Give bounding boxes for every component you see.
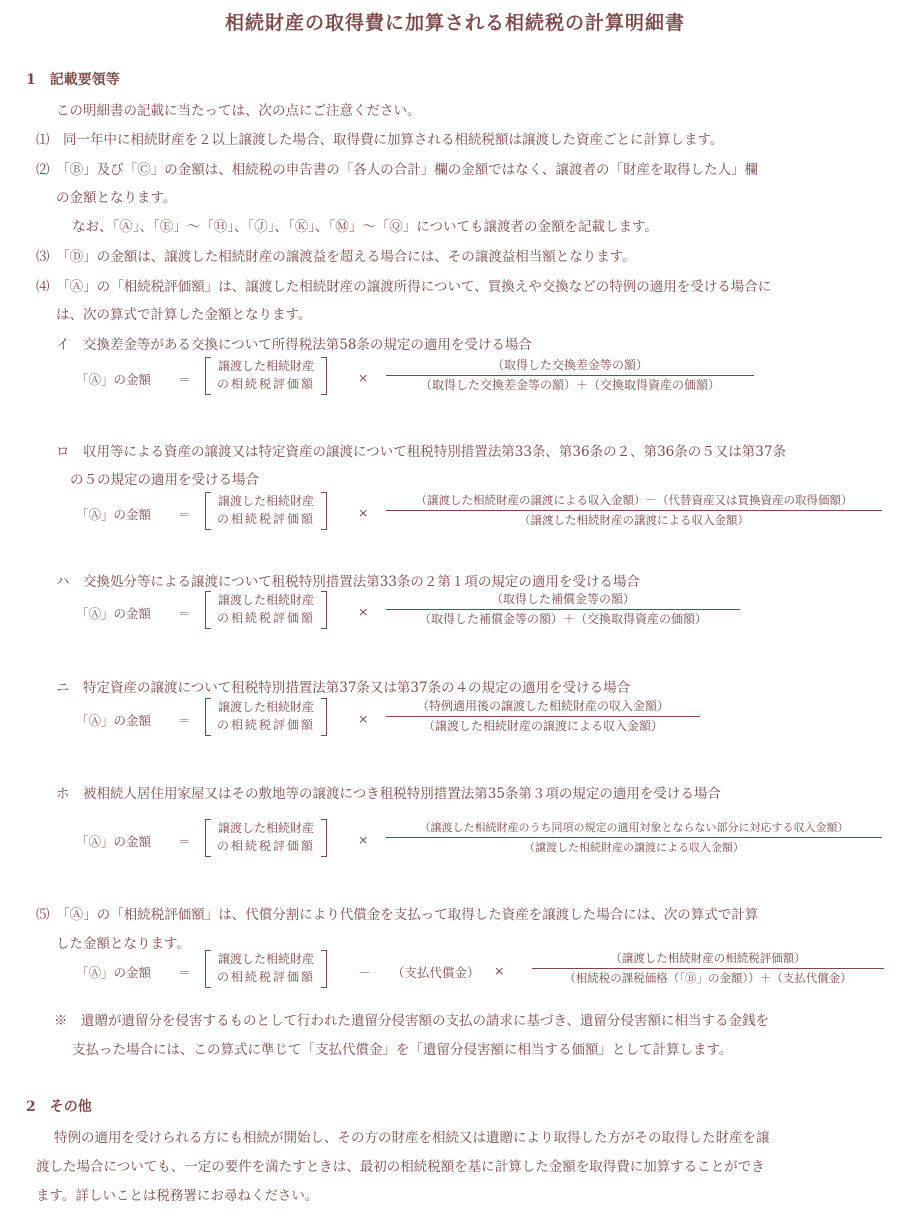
item5-fraction [532,950,884,987]
section2-line1: 特例の適用を受けられる方にも相続が開始し、その方の財産を相続又は遺贈により取得した方がその取得した財産を譲 [54,1130,770,1146]
item5-minus: － [358,965,371,980]
sub-ho-lhs: 「Ⓐ」の金額 [76,834,152,849]
fraction-numerator: （取得した補償金等の額） [386,591,740,610]
sub-ro-heading-line2: の５の規定の適用を受ける場合 [70,472,259,488]
sub-ho-heading: ホ 被相続人居住用家屋又はその敷地等の譲渡につき租税特別措置法第35条第３項の規定の適用を受ける場合 [56,786,721,802]
item2-line1: ⑵ 「Ⓑ」及び「Ⓒ」の金額は、相続税の申告書の「各人の合計」欄の金額ではなく、譲渡者の「財産を取得した人」欄 [36,162,758,178]
sub-ro-times: × [358,505,369,520]
bracket-line1: 譲渡した相続財産 [217,593,314,607]
fraction-numerator: （特例適用後の譲渡した相続財産の収入金額） [386,698,700,717]
sub-ha-equals: ＝ [178,606,191,621]
item3: ⑶ 「Ⓓ」の金額は、譲渡した相続財産の譲渡益を超える場合には、その譲渡益相当額となります。 [36,249,636,265]
item1: ⑴ 同一年中に相続財産を２以上譲渡した場合、取得費に加算される相続税額は譲渡した資産ごとに計算します。 [36,132,724,148]
item5-bracket [205,950,327,986]
item2-line3: なお、「Ⓐ」、「Ⓔ」～「Ⓗ」、「Ⓙ」、「Ⓚ」、「Ⓜ」～「Ⓠ」についても譲渡者の金額を記載します。 [72,219,658,235]
sub-ha-bracket [205,591,327,627]
sub-ni-fraction [386,698,700,735]
sub-ro-equals: ＝ [178,507,191,522]
fraction-numerator: （譲渡した相続財産のうち同項の規定の適用対象とならない部分に対応する収入金額） [386,819,882,838]
fraction-numerator: （取得した交換差金等の額） [386,357,754,376]
item5-paid: （支払代償金） [392,965,480,980]
sub-ho-times: × [358,832,369,847]
note-line2: 支払った場合には、この算式に準じて「支払代償金」を「遺留分侵害額に相当する価額」として計算します。 [72,1042,733,1058]
bracket-line2: の相続税評価額 [216,970,315,984]
page-title: 相続財産の取得費に加算される相続税の計算明細書 [224,12,685,34]
fraction-denominator: （譲渡した相続財産の譲渡による収入金額） [519,513,749,527]
item5-lhs: 「Ⓐ」の金額 [76,965,152,980]
fraction-denominator: （相続税の課税価格（「Ⓑ」の金額））＋（支払代償金） [564,971,852,985]
sub-i-times: × [358,370,369,385]
section2-line2: 渡した場合についても、一定の要件を満たすときは、最初の相続税額を基に計算した金額を取得費に加算することができ [36,1159,765,1175]
sub-ni-bracket [205,698,327,734]
sub-ni-equals: ＝ [178,713,191,728]
note-line1: ※ 遺贈が遺留分を侵害するものとして行われた遺留分侵害額の支払の請求に基づき、遺留分侵害額に相当する金銭を [54,1013,769,1029]
item5-line2: した金額となります。 [56,936,190,952]
item5-line1: ⑸ 「Ⓐ」の「相続税評価額」は、代償分割により代償金を支払って取得した資産を譲渡した場合には、次の算式で計算 [36,907,759,923]
sub-ho-equals: ＝ [178,834,191,849]
sub-i-equals: ＝ [178,372,191,387]
sub-i-fraction [386,357,754,394]
bracket-line2: の相続税評価額 [216,512,315,526]
sub-ni-lhs: 「Ⓐ」の金額 [76,713,152,728]
sub-ni-heading: ニ 特定資産の譲渡について租税特別措置法第37条又は第37条の４の規定の適用を受ける場合 [56,680,631,696]
item4-line2: は、次の算式で計算した金額となります。 [56,307,312,323]
fraction-numerator: （譲渡した相続財産の相続税評価額） [532,950,884,969]
section1-heading: 1 記載要領等 [26,72,120,88]
sub-ho-fraction [386,819,882,856]
bracket-line1: 譲渡した相続財産 [217,359,314,373]
fraction-denominator: （譲渡した相続財産の譲渡による収入金額） [524,841,744,854]
sub-ni-times: × [358,711,369,726]
bracket-line1: 譲渡した相続財産 [217,700,314,714]
bracket-line2: の相続税評価額 [216,839,315,853]
sub-ro-fraction [386,492,882,529]
fraction-denominator: （取得した補償金等の額）＋（交換取得資産の価額） [418,612,707,626]
fraction-denominator: （取得した交換差金等の額）＋（交換取得資産の価額） [419,378,720,392]
item4-line1: ⑷ 「Ⓐ」の「相続税評価額」は、譲渡した相続財産の譲渡所得について、買換えや交換などの特例の適用を受ける場合に [36,279,772,295]
bracket-line1: 譲渡した相続財産 [217,821,314,835]
sub-i-lhs: 「Ⓐ」の金額 [76,372,152,387]
sub-ro-lhs: 「Ⓐ」の金額 [76,507,152,522]
item5-equals: ＝ [178,965,191,980]
item2-line2: の金額となります。 [56,190,177,206]
sub-ho-bracket [205,819,327,855]
sub-ha-lhs: 「Ⓐ」の金額 [76,606,152,621]
bracket-line1: 譲渡した相続財産 [217,494,314,508]
bracket-line2: の相続税評価額 [216,377,315,391]
sub-ro-heading-line1: ロ 収用等による資産の譲渡又は特定資産の譲渡について租税特別措置法第33条、第36条の２、第36条の５又は第37条 [56,444,786,460]
sub-ha-times: × [358,604,369,619]
fraction-numerator: （譲渡した相続財産の譲渡による収入金額）－（代替資産又は買換資産の取得価額） [386,492,882,511]
item5-times: × [494,963,505,978]
sub-i-bracket [205,357,327,393]
bracket-line2: の相続税評価額 [216,718,315,732]
sub-ro-bracket [205,492,327,528]
bracket-line2: の相続税評価額 [216,611,315,625]
sub-ha-fraction [386,591,740,628]
fraction-denominator: （譲渡した相続財産の譲渡による収入金額） [422,719,663,733]
section2-line3: ます。詳しいことは税務署にお尋ねください。 [36,1188,319,1204]
sub-i-heading: イ 交換差金等がある交換について所得税法第58条の規定の適用を受ける場合 [56,337,532,353]
section1-intro: この明細書の記載に当たっては、次の点にご注意ください。 [56,103,421,119]
sub-ha-heading: ハ 交換処分等による譲渡について租税特別措置法第33条の２第１項の規定の適用を受ける場合 [56,574,640,590]
bracket-line1: 譲渡した相続財産 [217,952,314,966]
section2-heading: 2 その他 [26,1099,92,1115]
